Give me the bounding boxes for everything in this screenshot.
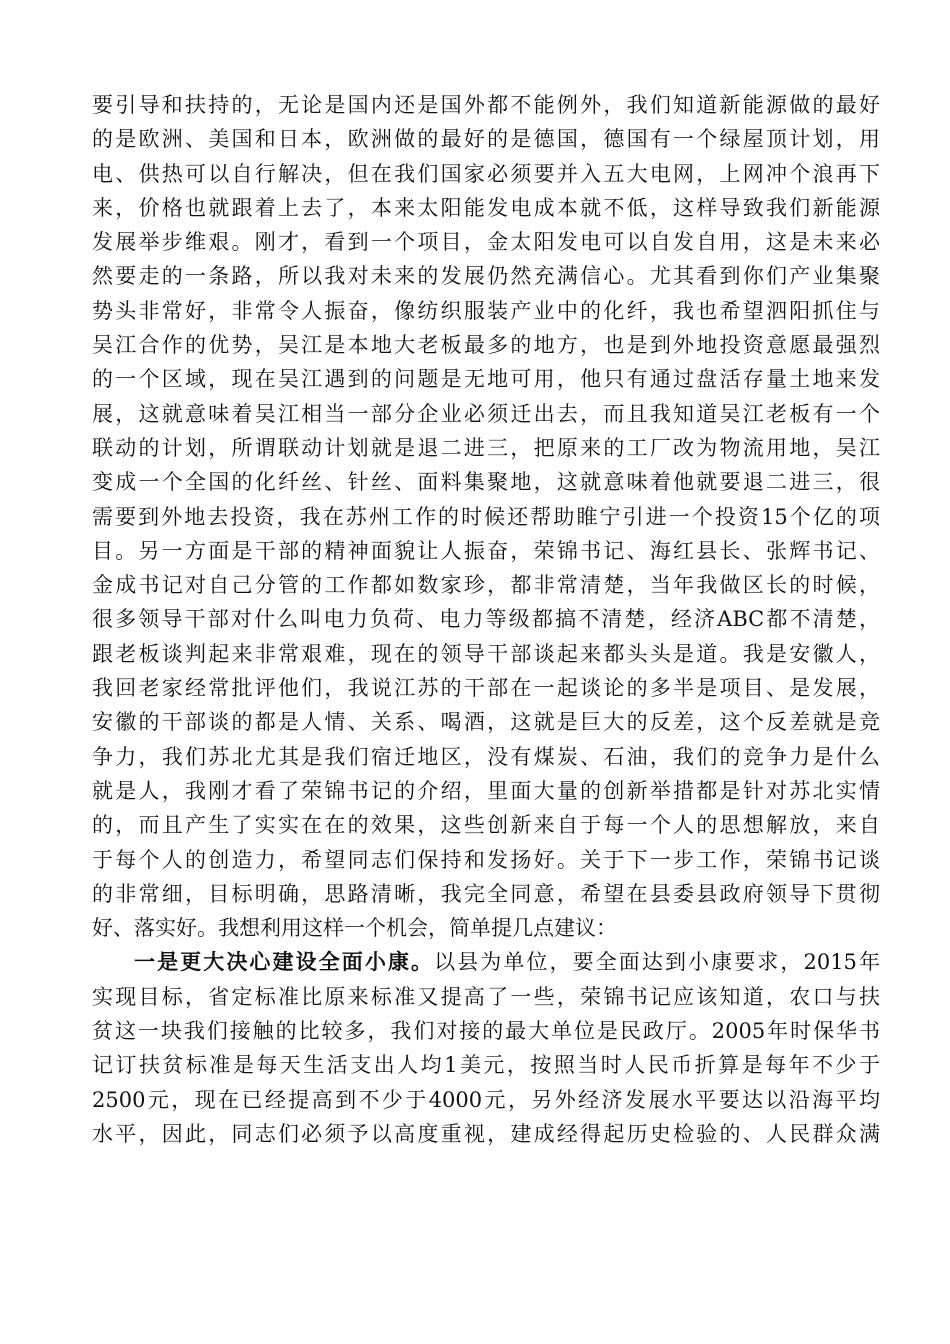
- text-line: 要引导和扶持的，无论是国内还是国外都不能例外，我们知道新能源做的最好: [92, 93, 880, 117]
- text-line-last: 好、落实好。我想利用这样一个机会，简单提几点建议：: [92, 916, 617, 941]
- text-line: 吴江合作的优势，吴江是本地大老板最多的地方，也是到外地投资意愿最强烈: [92, 333, 880, 358]
- text-line: 水平，因此，同志们必须予以高度重视，建成经得起历史检验的、人民群众满: [92, 1121, 880, 1146]
- document-body: [92, 88, 880, 1151]
- text-line: 贫这一块我们接触的比较多，我们对接的最大单位是民政厅。2005年时保华书: [92, 1019, 880, 1044]
- paragraph-heading-line: [92, 945, 880, 979]
- text-line: 需要到外地去投资，我在苏州工作的时候还帮助睢宁引进一个投资15个亿的项: [92, 504, 880, 529]
- text-line: 的，而且产生了实实在在的效果，这些创新来自于每一个人的思想解放，来自: [92, 813, 880, 838]
- text-line: 跟老板谈判起来非常艰难，现在的领导干部谈起来都头头是道。我是安徽人，: [92, 641, 880, 666]
- text-line: 来，价格也就跟着上去了，本来太阳能发电成本就不低，这样导致我们新能源: [92, 195, 880, 220]
- section-heading: 一是更大决心建设全面小康。: [134, 949, 435, 975]
- text-line: 的非常细，目标明确，思路清晰，我完全同意，希望在县委县政府领导下贯彻: [92, 881, 880, 906]
- text-line: 然要走的一条路，所以我对未来的发展仍然充满信心。尤其看到你们产业集聚: [92, 264, 880, 289]
- text-line: 安徽的干部谈的都是人情、关系、喝酒，这就是巨大的反差，这个反差就是竞: [92, 710, 880, 735]
- text-line: 目。另一方面是干部的精神面貌让人振奋，荣锦书记、海红县长、张辉书记、: [92, 538, 880, 563]
- text-line: 电、供热可以自行解决，但在我们国家必须要并入五大电网，上网冲个浪再下: [92, 161, 880, 186]
- text-line: 我回老家经常批评他们，我说江苏的干部在一起谈论的多半是项目、是发展，: [92, 676, 880, 701]
- text-line: 发展举步维艰。刚才，看到一个项目，金太阳发电可以自发自用，这是未来必: [92, 230, 880, 255]
- text-line: 就是人，我刚才看了荣锦书记的介绍，里面大量的创新举措都是针对苏北实情: [92, 778, 880, 803]
- text-line: 记订扶贫标准是每天生活支出人均1美元，按照当时人民币折算是每年不少于: [92, 1053, 880, 1078]
- text-line: 2500元，现在已经提高到不少于4000元，另外经济发展水平要达以沿海平均: [92, 1087, 880, 1112]
- text-line: 金成书记对自己分管的工作都如数家珍，都非常清楚，当年我做区长的时候，: [92, 573, 880, 598]
- heading-line-text: 以县为单位，要全面达到小康要求，2015年: [434, 950, 880, 975]
- text-line: 于每个人的创造力，希望同志们保持和发扬好。关于下一步工作，荣锦书记谈: [92, 847, 880, 872]
- text-line: 变成一个全国的化纤丝、针丝、面料集聚地，这就意味着他就要退二进三，很: [92, 470, 880, 495]
- text-line: 联动的计划，所谓联动计划就是退二进三，把原来的工厂改为物流用地，吴江: [92, 435, 880, 460]
- text-line: 实现目标，省定标准比原来标准又提高了一些，荣锦书记应该知道，农口与扶: [92, 984, 880, 1009]
- text-line: 争力，我们苏北尤其是我们宿迁地区，没有煤炭、石油，我们的竞争力是什么: [92, 744, 880, 769]
- text-line: 的一个区域，现在吴江遇到的问题是无地可用，他只有通过盘活存量土地来发: [92, 367, 880, 392]
- text-line: 很多领导干部对什么叫电力负荷、电力等级都搞不清楚，经济ABC都不清楚，: [92, 607, 880, 632]
- text-line: 展，这就意味着吴江相当一部分企业必须迁出去，而且我知道吴江老板有一个: [92, 401, 880, 426]
- text-line: 的是欧洲、美国和日本，欧洲做的最好的是德国，德国有一个绿屋顶计划，用: [92, 127, 880, 152]
- text-line: 势头非常好，非常令人振奋，像纺织服装产业中的化纤，我也希望泗阳抓住与: [92, 298, 880, 323]
